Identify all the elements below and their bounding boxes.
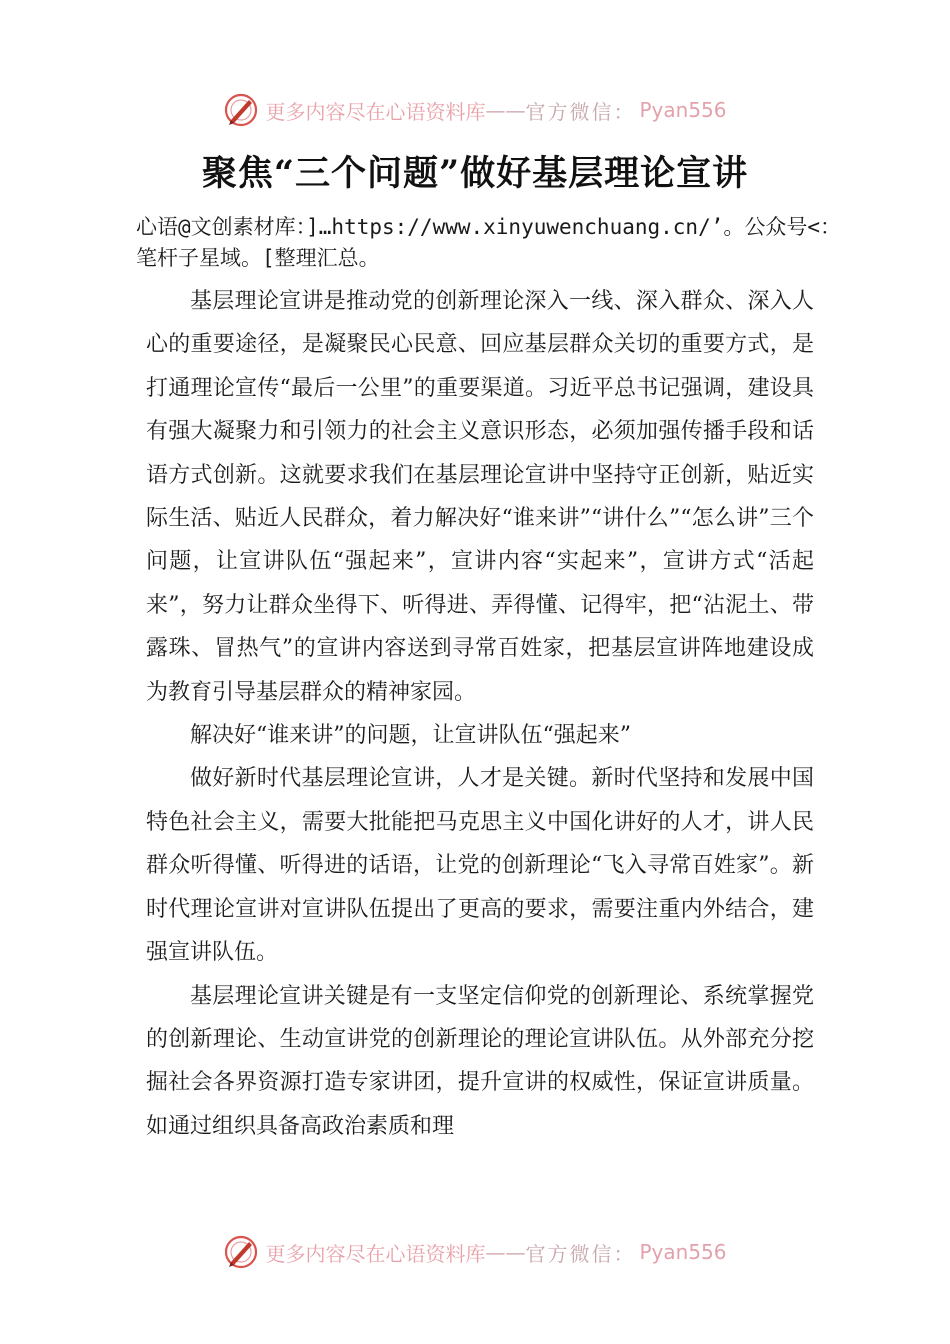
section-heading: 解决好“谁来讲”的问题，让宣讲队伍“强起来” xyxy=(190,723,631,749)
banner-main-text: 更多内容尽在心语资料库 xyxy=(265,99,486,124)
page-title: 聚焦“三个问题”做好基层理论宣讲 xyxy=(201,153,749,194)
banner-wechat-label: 官方微信： xyxy=(525,1241,636,1266)
article-body xyxy=(146,280,814,1148)
banner-wechat-id: Pyan556 xyxy=(639,98,727,122)
header-banner xyxy=(0,88,950,132)
banner-separator: —— xyxy=(485,1240,526,1264)
paragraph: 做好新时代基层理论宣讲，人才是关键。新时代坚持和发展中国特色社会主义，需要大批能把马克思主义中国化讲好的人才，讲人民群众听得懂、听得进的话语，让党的创新理论“飞入寻常百姓家”。新时代理论宣讲对宣讲队伍提出了更高的要求，需要注重内外结合，建强宣讲队伍。 xyxy=(146,766,814,966)
paragraph-intro: 基层理论宣讲是推动党的创新理论深入一线、深入群众、深入人心的重要途径，是凝聚民心民意、回应基层群众关切的重要方式，是打通理论宣传“最后一公里”的重要渠道。习近平总书记强调，建设具有强大凝聚力和引领力的社会主义意识形态，必须加强传播手段和话语方式创新。这就要求我们在基层理论宣讲中坚持守正创新，贴近实际生活、贴近人民群众，着力解决好“谁来讲”“讲什么”“怎么讲”三个问题，让宣讲队伍“强起来”，宣讲内容“实起来”，宣讲方式“活起来”，努力让群众坐得下、听得进、弄得懂、记得牢，把“沾泥土、带露珠、冒热气”的宣讲内容送到寻常百姓家，把基层宣讲阵地建设成为教育引导基层群众的精神家园。 xyxy=(146,289,814,705)
banner-separator: —— xyxy=(485,98,526,122)
pen-circle-logo-icon xyxy=(223,1234,259,1270)
banner-wechat-label: 官方微信： xyxy=(525,99,636,124)
banner-main-text: 更多内容尽在心语资料库 xyxy=(265,1241,486,1266)
pen-circle-logo-icon xyxy=(223,92,259,128)
source-line: 心语@文创素材库：]…https://www.xinyuwenchuang.cn/’。公众号<：笔杆子星域。[整理汇总。 xyxy=(136,215,842,270)
footer-banner xyxy=(0,1230,950,1274)
paragraph: 基层理论宣讲关键是有一支坚定信仰党的创新理论、系统掌握党的创新理论、生动宣讲党的创新理论的理论宣讲队伍。从外部充分挖掘社会各界资源打造专家讲团，提升宣讲的权威性，保证宣讲质量。如通过组织具备高政治素质和理 xyxy=(146,983,814,1139)
banner-wechat-id: Pyan556 xyxy=(639,1240,727,1264)
